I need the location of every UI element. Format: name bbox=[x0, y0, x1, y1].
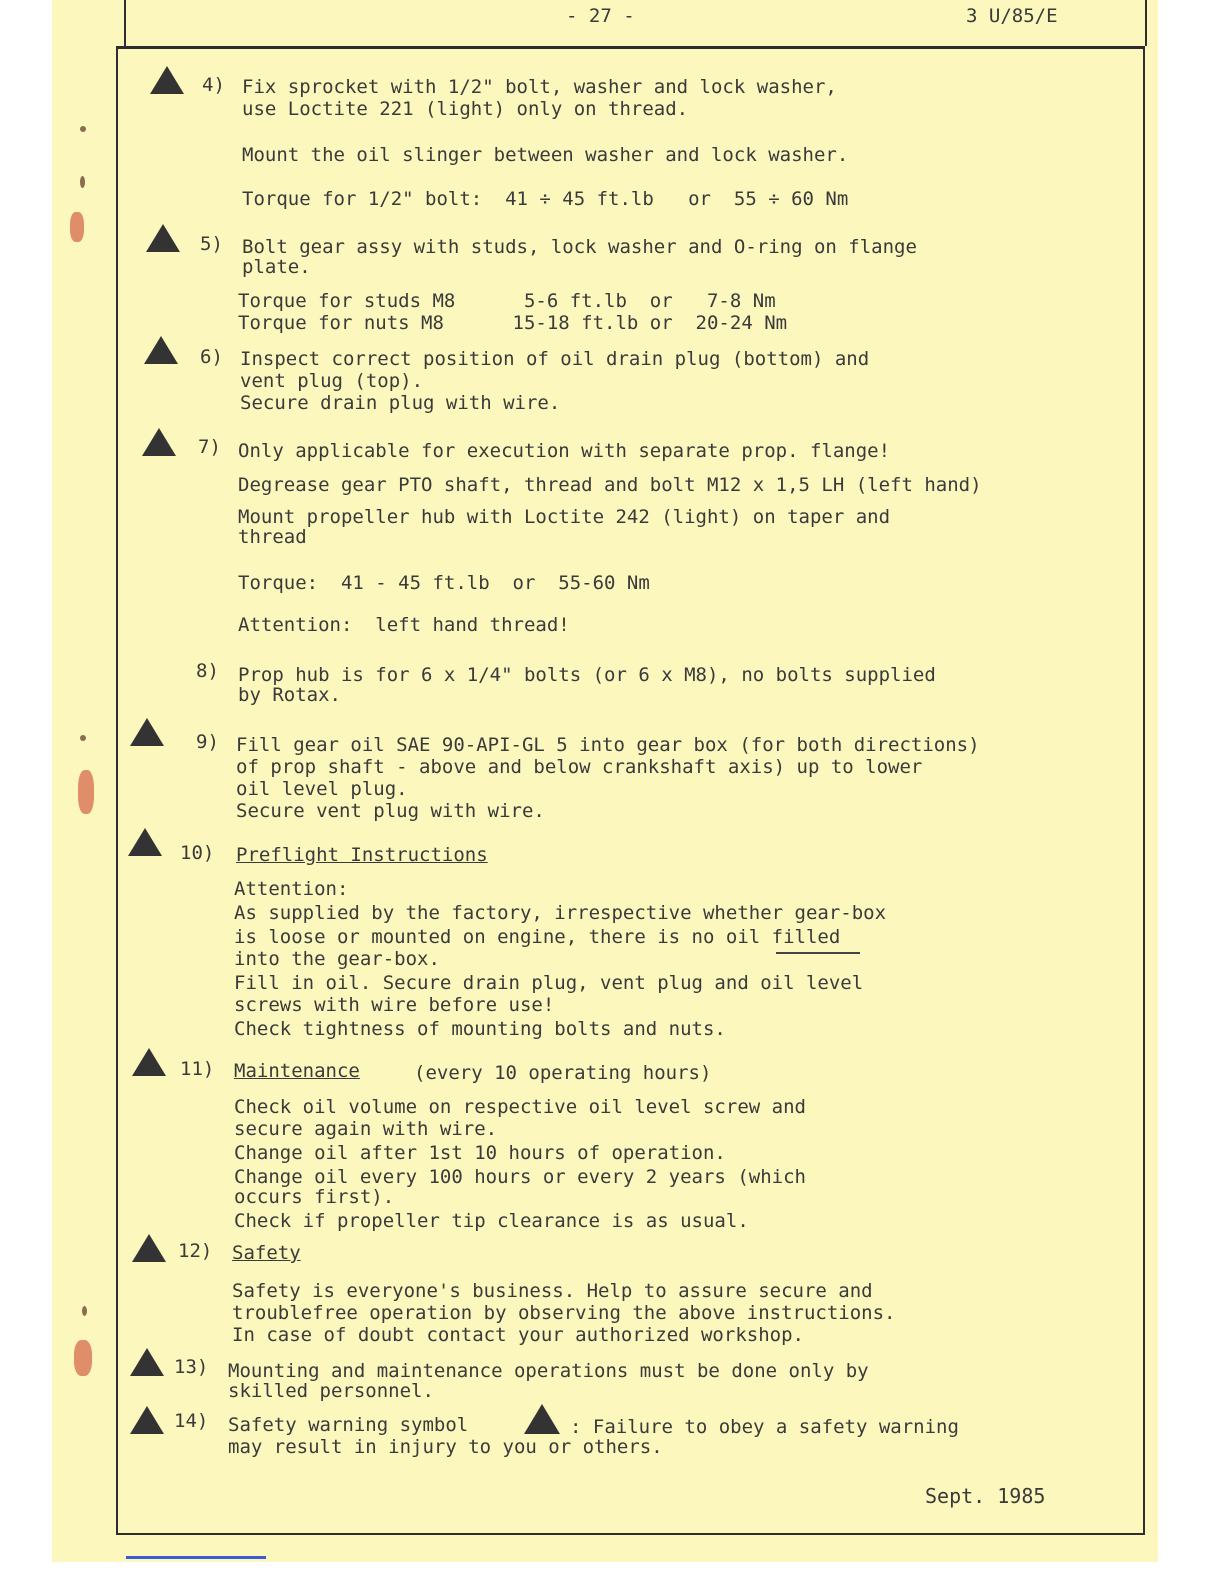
heading-note: (every 10 operating hours) bbox=[414, 1062, 712, 1084]
page-number: - 27 - bbox=[566, 5, 635, 27]
margin-dot bbox=[80, 735, 86, 741]
warning-triangle-icon bbox=[150, 66, 184, 94]
attention-label: Attention: bbox=[234, 878, 349, 900]
section-heading: Preflight Instructions bbox=[236, 844, 488, 866]
margin-dot bbox=[80, 126, 86, 132]
warning-triangle-icon bbox=[146, 224, 180, 252]
warning-triangle-icon bbox=[130, 1406, 164, 1434]
item-text: Mount propeller hub with Loctite 242 (light) on taper and bbox=[238, 506, 891, 528]
bottom-edge-marker bbox=[126, 1556, 266, 1559]
torque-spec: Torque for nuts M8 15-18 ft.lb or 20-24 Nm bbox=[238, 312, 788, 334]
warning-triangle-icon bbox=[144, 336, 178, 364]
item-number: 6) bbox=[200, 346, 223, 368]
item-number: 14) bbox=[174, 1410, 209, 1432]
item-text: into the gear-box. bbox=[234, 948, 440, 970]
attention-note: Attention: left hand thread! bbox=[238, 614, 570, 636]
item-text: skilled personnel. bbox=[228, 1380, 434, 1402]
item-text: Fill gear oil SAE 90-API-GL 5 into gear box (for both directions) bbox=[236, 734, 980, 756]
warning-triangle-icon bbox=[130, 718, 164, 746]
header-rule-right bbox=[1145, 0, 1147, 46]
item-text: thread bbox=[238, 526, 307, 548]
warning-triangle-icon bbox=[132, 1048, 166, 1076]
item-text: screws with wire before use! bbox=[234, 994, 555, 1016]
emphasis-underline bbox=[776, 952, 860, 954]
item-text: Prop hub is for 6 x 1/4" bolts (or 6 x M8), no bolts supplied bbox=[238, 664, 936, 686]
item-text: Change oil after 1st 10 hours of operation. bbox=[234, 1142, 726, 1164]
item-text: Secure drain plug with wire. bbox=[240, 392, 561, 414]
margin-dot bbox=[80, 176, 85, 188]
item-text: by Rotax. bbox=[238, 684, 341, 706]
punch-mark-bottom bbox=[74, 1340, 92, 1376]
item-text: vent plug (top). bbox=[240, 370, 424, 392]
item-text: occurs first). bbox=[234, 1186, 395, 1208]
item-text: is loose or mounted on engine, there is no oil filled bbox=[234, 926, 841, 948]
item-number: 5) bbox=[200, 233, 223, 255]
warning-triangle-icon bbox=[142, 428, 176, 456]
item-text: Mounting and maintenance operations must be done only by bbox=[228, 1360, 869, 1382]
margin-dot bbox=[82, 1306, 87, 1316]
item-number: 4) bbox=[202, 74, 225, 96]
warning-triangle-icon bbox=[132, 1234, 166, 1262]
item-text: Inspect correct position of oil drain plug (bottom) and bbox=[240, 348, 870, 370]
item-text: Change oil every 100 hours or every 2 years (which bbox=[234, 1166, 806, 1188]
item-number: 9) bbox=[196, 731, 219, 753]
punch-mark-middle bbox=[78, 770, 94, 814]
item-text: use Loctite 221 (light) only on thread. bbox=[242, 98, 689, 120]
item-text: Safety warning symbol bbox=[228, 1414, 469, 1436]
item-text: In case of doubt contact your authorized workshop. bbox=[232, 1324, 804, 1346]
item-text: Degrease gear PTO shaft, thread and bolt M12 x 1,5 LH (left hand) bbox=[238, 474, 982, 496]
torque-spec: Torque: 41 - 45 ft.lb or 55-60 Nm bbox=[238, 572, 650, 594]
item-text: : Failure to obey a safety warning bbox=[570, 1416, 959, 1438]
torque-spec: Torque for studs M8 5-6 ft.lb or 7-8 Nm bbox=[238, 290, 776, 312]
item-text: troublefree operation by observing the above instructions. bbox=[232, 1302, 896, 1324]
item-text: Check if propeller tip clearance is as usual. bbox=[234, 1210, 749, 1232]
item-text: As supplied by the factory, irrespective whether gear-box bbox=[234, 902, 887, 924]
item-text: Bolt gear assy with studs, lock washer and O-ring on flange bbox=[242, 236, 917, 258]
item-text: of prop shaft - above and below crankshaft axis) up to lower bbox=[236, 756, 923, 778]
item-text: Secure vent plug with wire. bbox=[236, 800, 545, 822]
document-date: Sept. 1985 bbox=[925, 1484, 1046, 1508]
item-text: may result in injury to you or others. bbox=[228, 1436, 663, 1458]
item-text: Only applicable for execution with separate prop. flange! bbox=[238, 440, 891, 462]
section-heading: Safety bbox=[232, 1242, 301, 1264]
header-rule-left bbox=[124, 0, 126, 46]
item-number: 13) bbox=[174, 1356, 209, 1378]
item-text: Fix sprocket with 1/2" bolt, washer and lock washer, bbox=[242, 76, 837, 98]
document-reference: 3 U/85/E bbox=[966, 5, 1058, 27]
item-number: 8) bbox=[196, 660, 219, 682]
punch-mark-top bbox=[70, 212, 84, 242]
warning-triangle-icon bbox=[128, 828, 162, 856]
item-text: Fill in oil. Secure drain plug, vent plug and oil level bbox=[234, 972, 864, 994]
item-text: Check tightness of mounting bolts and nuts. bbox=[234, 1018, 726, 1040]
item-text: Safety is everyone's business. Help to assure secure and bbox=[232, 1280, 873, 1302]
item-text: secure again with wire. bbox=[234, 1118, 498, 1140]
warning-triangle-icon bbox=[524, 1404, 560, 1434]
item-text: oil level plug. bbox=[236, 778, 408, 800]
item-text: Mount the oil slinger between washer and lock washer. bbox=[242, 144, 849, 166]
item-text: plate. bbox=[242, 256, 311, 278]
item-text: Check oil volume on respective oil level screw and bbox=[234, 1096, 806, 1118]
item-number: 11) bbox=[180, 1058, 215, 1080]
torque-spec: Torque for 1/2" bolt: 41 ÷ 45 ft.lb or 55 ÷ 60 Nm bbox=[242, 188, 849, 210]
section-heading: Maintenance bbox=[234, 1060, 360, 1082]
warning-triangle-icon bbox=[130, 1348, 164, 1376]
item-number: 10) bbox=[180, 842, 215, 864]
item-number: 7) bbox=[198, 436, 221, 458]
item-number: 12) bbox=[178, 1240, 213, 1262]
